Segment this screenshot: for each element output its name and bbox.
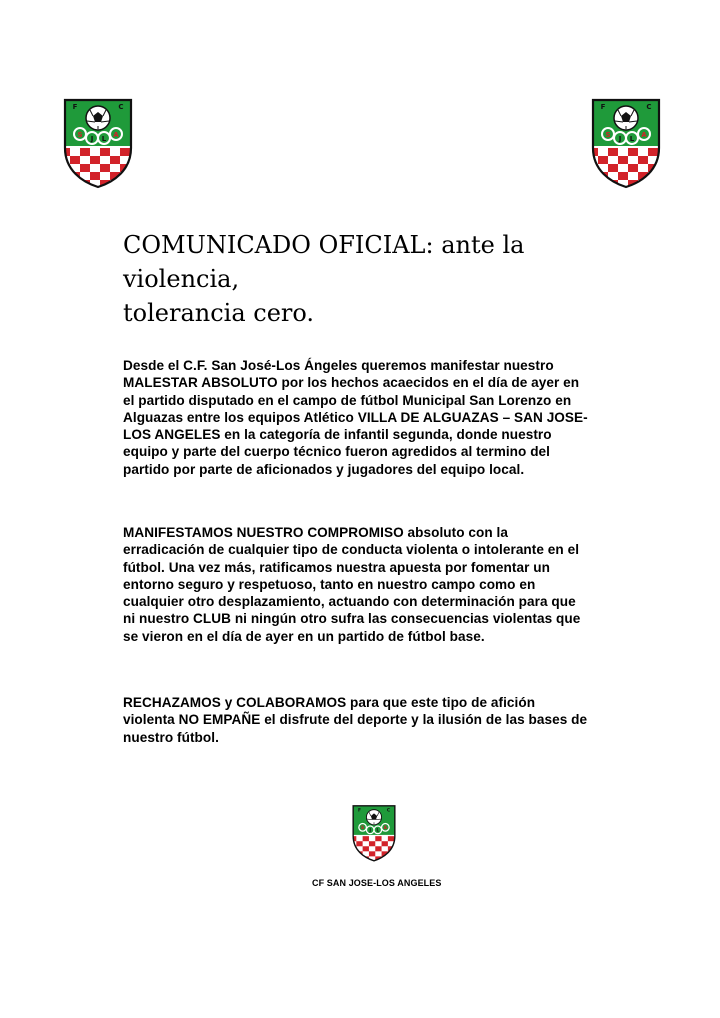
svg-text:C: C [386,808,391,814]
text-line: Alguazas entre los equipos Atlético VILLA DE ALGUAZAS – SAN JOSE- [123,409,588,425]
paragraph-commitment [123,524,653,645]
text-line: violenta NO EMPAÑE el disfrute del deporte y la ilusión de las bases de [123,712,588,728]
svg-text:F: F [72,103,78,111]
text-line: MANIFESTAMOS NUESTRO COMPROMISO absoluto con la [123,525,508,540]
text-line: ni nuestro CLUB ni ningún otro sufra las consecuencias violentas que [123,611,581,627]
svg-text:A: A [383,826,388,832]
text-line: equipo y parte del cuerpo técnico fueron agredidos al termino del [123,444,550,460]
text-line: LOS ANGELES en la categoría de infantil segunda, donde nuestro [123,427,552,443]
text-line: se vieron en el día de ayer en un partido de fútbol base. [123,628,485,644]
page-title [123,228,643,330]
club-crest-icon [350,803,398,863]
paragraph-rejection [123,694,653,746]
svg-text:A: A [641,131,647,139]
text-line: Desde el C.F. San José-Los Ángeles queremos manifestar nuestro [123,358,554,373]
text-line: erradicación de cualquier tipo de conducta violenta o intolerante en el [123,542,580,558]
svg-text:F: F [600,103,606,111]
text-line: partido por parte de aficionados y jugadores del equipo local. [123,461,525,477]
svg-text:J: J [369,828,372,834]
svg-text:L: L [376,828,380,834]
text-line: RECHAZAMOS y COLABORAMOS para que este tipo de afición [123,695,536,710]
text-line: el partido disputado en el campo de fútbol Municipal San Lorenzo en [123,392,572,408]
svg-text:C: C [646,103,652,111]
svg-text:J: J [90,135,94,143]
text-line: fútbol. Una vez más, ratificamos nuestra apuesta por fomentar un [123,559,550,575]
svg-text:S: S [605,131,611,139]
text-line: entorno seguro y respetuoso, tanto en nuestro campo como en [123,576,536,592]
svg-text:F: F [357,808,361,814]
title-line: tolerancia cero. [123,299,315,327]
svg-text:S: S [77,131,83,139]
title-line: COMUNICADO OFICIAL: ante la violencia, [123,231,525,293]
text-line: MALESTAR ABSOLUTO por los hechos acaecidos en el día de ayer en [123,375,580,391]
club-crest-icon [588,96,664,190]
svg-text:S: S [361,826,365,832]
svg-text:A: A [113,131,119,139]
text-line: nuestro fútbol. [123,729,219,745]
svg-text:L: L [629,135,635,143]
club-signature: CF SAN JOSE-LOS ANGELES [312,878,442,888]
svg-text:C: C [118,103,124,111]
text-line: cualquier otro desplazamiento, actuando con determinación para que [123,594,576,610]
paragraph-statement [123,357,653,478]
svg-text:J: J [618,135,622,143]
svg-text:L: L [101,135,107,143]
club-crest-icon [60,96,136,190]
